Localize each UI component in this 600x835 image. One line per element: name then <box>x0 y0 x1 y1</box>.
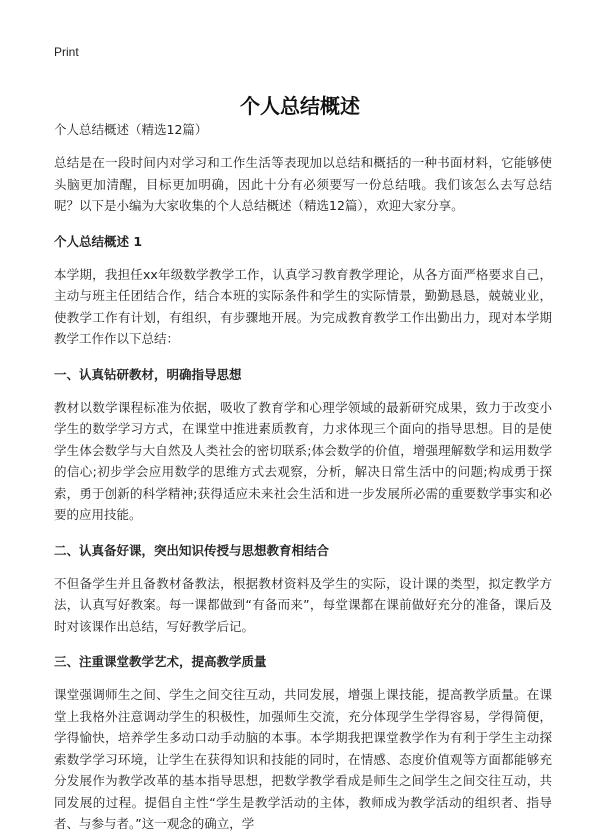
part-1-paragraph: 教材以数学课程标准为依据，吸收了教育学和心理学领域的最新研究成果，致力于改变小学生的数学学习方式，在课堂中推进素质教育，力求体现三个面向的指导思想。目的是使学生体会数学与大自然及人类社会的密切联系;体会数学的价值，增强理解数学和运用数学的信心;初步学会应用数学的思维方式去观察，分析，解决日常生活中的问题;构成勇于探索，勇于创新的科学精神;获得适应未来社会生活和进一步发展所必需的重要数学事实和必要的应用技能。 <box>54 399 552 522</box>
section-heading-1: 个人总结概述 1 <box>54 233 143 249</box>
print-link[interactable]: Print <box>54 45 79 59</box>
document-subtitle: 个人总结概述（精选12篇） <box>54 122 208 137</box>
intro-paragraph: 总结是在一段时间内对学习和工作生活等表现加以总结和概括的一种书面材料，它能够使头脑更加清醒，目标更加明确，因此十分有必须要写一份总结哦。我们该怎么去写总结呢？以下是小编为大家收集的个人总结概述（精选12篇），欢迎大家分享。 <box>54 155 552 213</box>
part-2-heading: 二、认真备好课，突出知识传授与思想教育相结合 <box>54 542 330 558</box>
part-3-heading: 三、注重课堂教学艺术，提高教学质量 <box>54 654 267 669</box>
document-body <box>54 120 552 835</box>
page-title: 个人总结概述 <box>240 94 360 119</box>
part-2-paragraph: 不但备学生并且备教材备教法，根据教材资料及学生的实际，设计课的类型，拟定教学方法，认真写好教案。每一课都做到“有备而来”，每堂课都在课前做好充分的准备，课后及时对该课作出总结，写好教学后记。 <box>54 575 552 634</box>
part-3-paragraph: 课堂强调师生之间、学生之间交往互动，共同发展，增强上课技能，提高教学质量。在课堂上我格外注意调动学生的积极性，加强师生交流，充分体现学生学得容易，学得简便，学得愉快，培养学生多动口动手动脑的本事。本学期我把课堂教学作为有利于学生主动探索数学学习环境，让学生在获得知识和技能的同时，在情感、态度价值观等方面都能够充分发展作为教学改革的基本指导思想，把数学教学看成是师生之间学生之间交往互动，共同发展的过程。提倡自主性“学生是教学活动的主体，教师成为教学活动的组织者、指导者、与参与者。”这一观念的确立，学 <box>54 687 552 831</box>
section-1-paragraph: 本学期，我担任xx年级数学教学工作，认真学习教育教学理论，从各方面严格要求自己，主动与班主任团结合作，结合本班的实际条件和学生的实际情景，勤勤恳恳，兢兢业业，使教学工作有计划，有组织，有步骤地开展。为完成教育教学工作出勤出力，现对本学期教学工作作以下总结： <box>54 266 552 346</box>
part-1-heading: 一、认真钻研教材，明确指导思想 <box>54 366 242 382</box>
